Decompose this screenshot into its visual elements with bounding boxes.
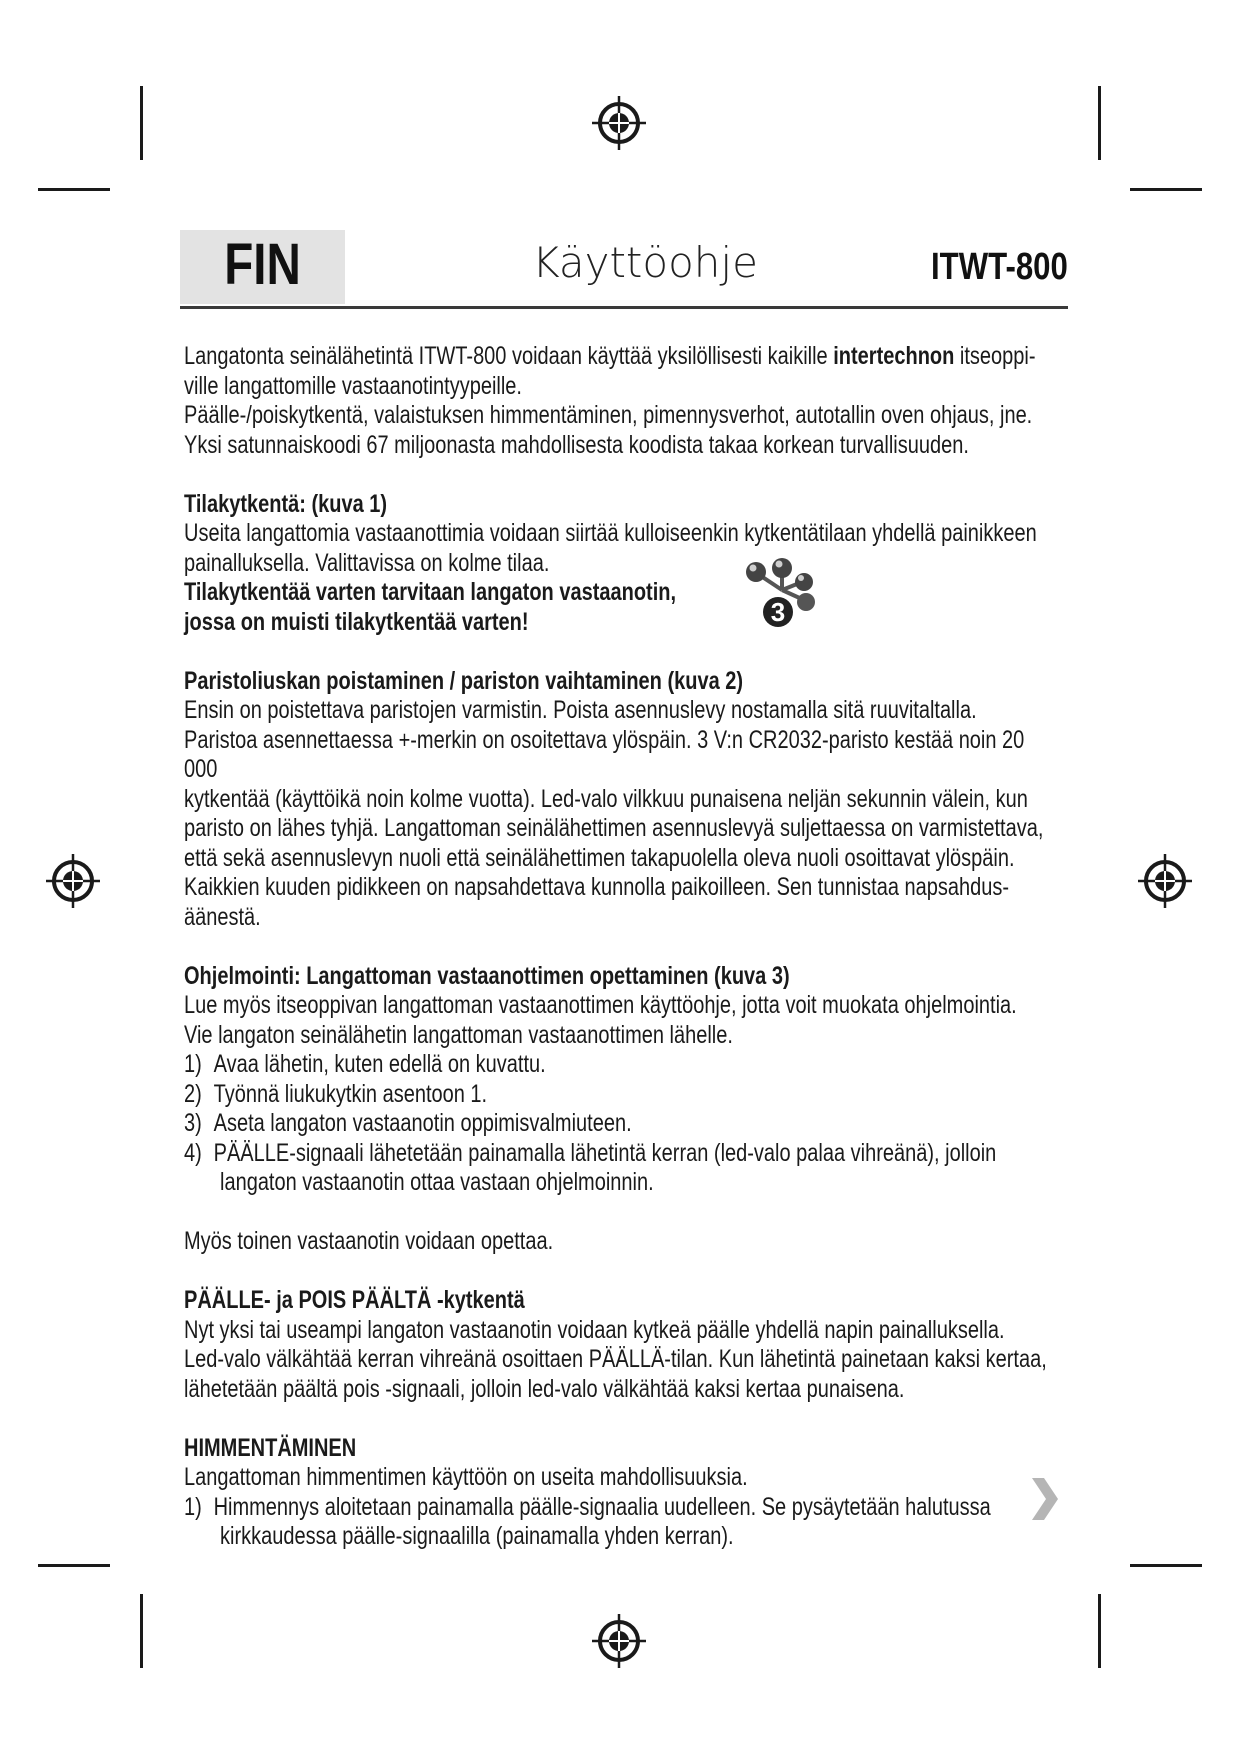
paragraph-line: Useita langattomia vastaanottimia voidaan siirtää kulloiseenkin kytkentätilaan yhdellä painikkeen <box>184 519 1037 547</box>
paragraph-line: Paristoa asennettaessa +-merkin on osoitettava ylöspäin. 3 V:n CR2032-paristo kestää noin 20 000 <box>184 725 1025 783</box>
crop-mark-bottom-right <box>1098 1594 1101 1668</box>
crop-mark-top-left-h <box>38 188 110 191</box>
paragraph-line: lähetetään päältä pois -signaali, jolloin led-valo välkähtää kaksi kertaa punaisena. <box>184 1374 905 1403</box>
crop-mark-top-right-h <box>1130 188 1202 191</box>
intro-line: ville langattomille vastaanotintyypeille. <box>184 371 522 400</box>
page-title: Käyttöohje <box>532 238 758 287</box>
paragraph-line: kytkentää (käyttöikä noin kolme vuotta). Led-valo vilkkuu punaisena neljän sekunnin välein, kun <box>184 784 1028 813</box>
paragraph-line: äänestä. <box>184 902 261 931</box>
intro-line: Langatonta seinälähetintä ITWT-800 voidaan käyttää yksilöllisesti kaikille intertechnon itseoppi- <box>184 342 1036 370</box>
list-item-continuation: kirkkaudessa päälle-signaalilla (painamalla yhden kerran). <box>220 1522 734 1550</box>
list-item: 1) Himmennys aloitetaan painamalla päälle-signaalia uudelleen. Se pysäytetään halutussa <box>184 1492 991 1521</box>
section-heading-dimming: HIMMENTÄMINEN <box>184 1433 357 1462</box>
language-code: FIN <box>224 232 301 297</box>
section-heading-battery: Paristoliuskan poistaminen / pariston vaihtaminen (kuva 2) <box>184 666 744 695</box>
list-item: 1) Avaa lähetin, kuten edellä on kuvattu. <box>184 1050 546 1078</box>
next-page-arrow-icon <box>1030 1476 1060 1522</box>
section-heading-onoff: PÄÄLLE- ja POIS PÄÄLTÄ -kytkentä <box>184 1286 525 1314</box>
crop-mark-bottom-right-h <box>1130 1564 1202 1567</box>
crop-mark-bottom-left-h <box>38 1564 110 1567</box>
intro-line: Yksi satunnaiskoodi 67 miljoonasta mahdollisesta koodista takaa korkean turvallisuuden. <box>184 430 969 459</box>
paragraph-line: paristo on lähes tyhjä. Langattoman seinälähettimen asennuslevyä suljettaessa on varmistettava, <box>184 814 1044 842</box>
header-divider <box>180 306 1068 309</box>
scene-molecule-icon <box>742 556 822 630</box>
crop-mark-top-left <box>140 86 143 160</box>
list-item: 3) Aseta langaton vastaanotin oppimisvalmiuteen. <box>184 1109 632 1137</box>
section-heading-scene: Tilakytkentä: (kuva 1) <box>184 489 388 518</box>
scene-icon-number: 3 <box>770 597 786 627</box>
crop-mark-bottom-left <box>140 1594 143 1668</box>
brand-name: intertechnon <box>833 342 955 370</box>
section-heading-programming: Ohjelmointi: Langattoman vastaanottimen opettaminen (kuva 3) <box>184 961 790 990</box>
paragraph-line: Langattoman himmentimen käyttöön on useita mahdollisuuksia. <box>184 1463 748 1491</box>
paragraph-line: Kaikkien kuuden pidikkeen on napsahdettava kunnolla paikoilleen. Sen tunnistaa napsahdus- <box>184 873 1010 901</box>
page-header <box>180 228 1068 308</box>
paragraph-line: Vie langaton seinälähetin langattoman vastaanottimen lähelle. <box>184 1020 733 1049</box>
paragraph-line: että sekä asennuslevyn nuoli että seinälähettimen takapuolella oleva nuoli osoittavat ylöspäin. <box>184 843 1015 872</box>
intro-line: Päälle-/poiskytkentä, valaistuksen himmentäminen, pimennysverhot, autotallin oven ohjaus, jne. <box>184 401 1033 429</box>
registration-mark-icon <box>44 852 102 910</box>
list-item: 4) PÄÄLLE-signaali lähetetään painamalla lähetintä kerran (led-valo palaa vihreänä), jolloin <box>184 1138 997 1167</box>
scene-note: jossa on muisti tilakytkentää varten! <box>184 607 529 636</box>
list-item-continuation: langaton vastaanotin ottaa vastaan ohjelmoinnin. <box>220 1168 654 1196</box>
paragraph-line: Led-valo välkähtää kerran vihreänä osoittaen PÄÄLLÄ-tilan. Kun lähetintä painetaan kaksi kertaa, <box>184 1345 1047 1373</box>
model-number: ITWT-800 <box>931 246 1068 288</box>
paragraph-line: Lue myös itseoppivan langattoman vastaanottimen käyttöohje, jotta voit muokata ohjelmointia. <box>184 991 1017 1019</box>
paragraph-line: Ensin on poistettava paristojen varmistin. Poista asennuslevy nostamalla sitä ruuvitaltalla. <box>184 696 977 724</box>
scene-note: Tilakytkentää varten tarvitaan langaton vastaanotin, <box>184 578 677 606</box>
registration-mark-icon <box>590 1612 648 1670</box>
paragraph-line: painalluksella. Valittavissa on kolme tilaa. <box>184 548 550 577</box>
paragraph-line: Nyt yksi tai useampi langaton vastaanotin voidaan kytkeä päälle yhdellä napin painalluksella. <box>184 1315 1005 1344</box>
list-item: 2) Työnnä liukukytkin asentoon 1. <box>184 1079 488 1108</box>
registration-mark-icon <box>1136 852 1194 910</box>
crop-mark-top-right <box>1098 86 1101 160</box>
registration-mark-icon <box>590 94 648 152</box>
paragraph-line: Myös toinen vastaanotin voidaan opettaa. <box>184 1227 554 1255</box>
document-body <box>184 342 1056 1552</box>
